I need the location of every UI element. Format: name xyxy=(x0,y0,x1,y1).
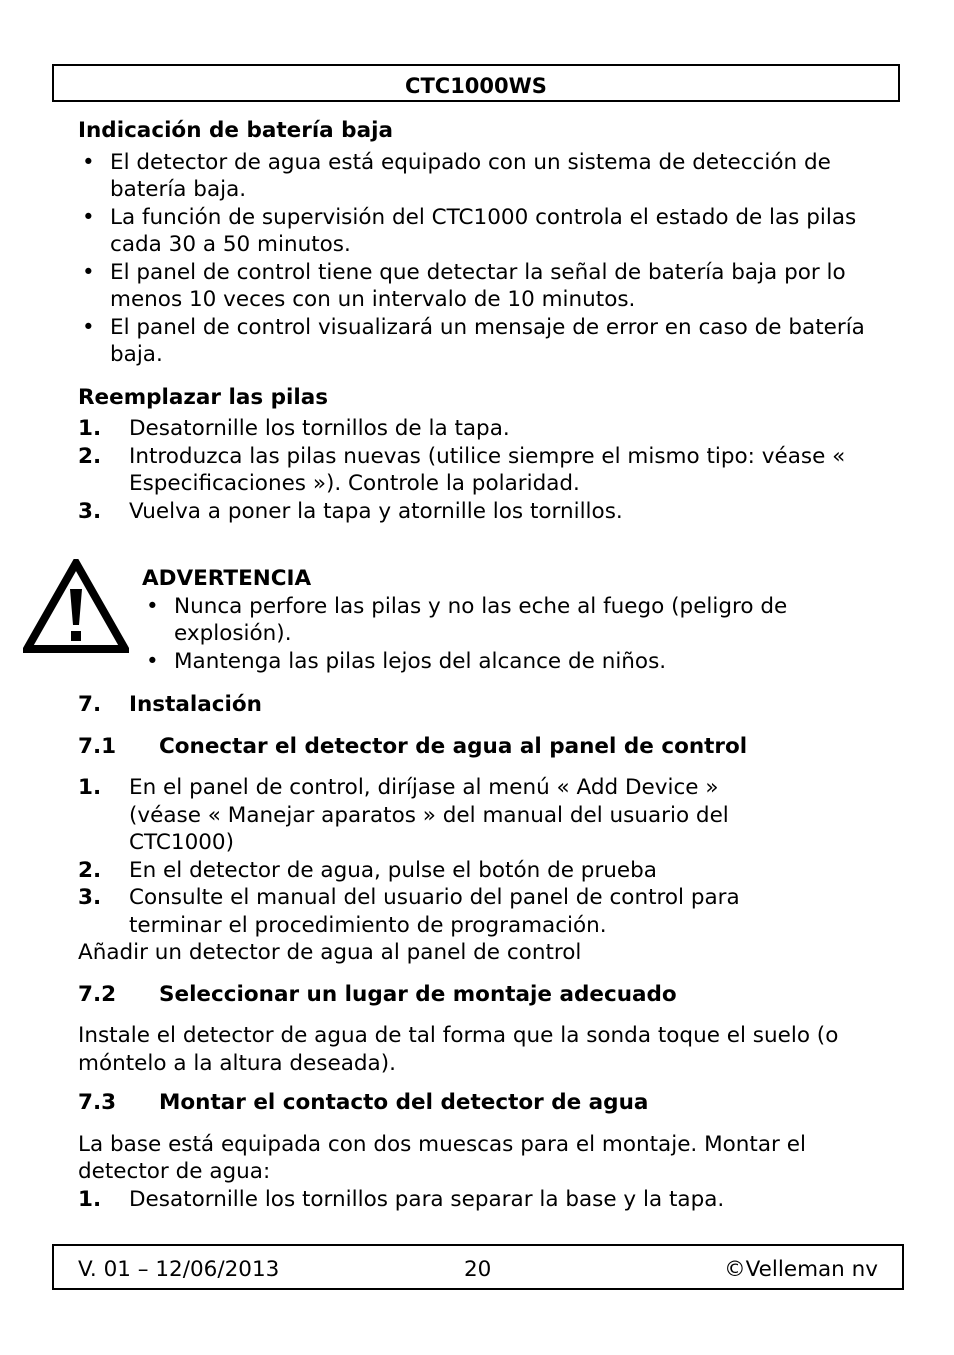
list-item: • La función de supervisión del CTC1000 controla el estado de las pilas cada 30 a 50 minutos. xyxy=(78,204,898,259)
list-item: 1. Desatornille los tornillos de la tapa. xyxy=(78,416,510,441)
replace-heading: Reemplazar las pilas xyxy=(78,384,329,410)
list-item: 1. Desatornille los tornillos para separar la base y la tapa. xyxy=(78,1186,725,1212)
section-7-2-heading: 7.2 Seleccionar un lugar de montaje adecuado xyxy=(78,981,677,1007)
battery-list xyxy=(78,149,898,369)
section-7-3-steps xyxy=(78,1186,898,1214)
list-item: • El detector de agua está equipado con un sistema de detección de batería baja. xyxy=(78,149,898,204)
list-item: 3. Consulte el manual del usuario del panel de control para terminar el procedimiento de programación. xyxy=(78,885,740,938)
section-7-heading: 7. Instalación xyxy=(78,692,262,717)
page-content xyxy=(78,117,898,1213)
section-7-3-heading: 7.3 Montar el contacto del detector de agua xyxy=(78,1090,649,1115)
section-7-3-text: La base está equipada con dos muescas para el montaje. Montar el detector de agua: xyxy=(78,1131,806,1184)
list-item: 3. Vuelva a poner la tapa y atornille los tornillos. xyxy=(78,498,623,524)
list-item: • El panel de control tiene que detectar la señal de batería baja por lo menos 10 veces con un intervalo de 10 minutos. xyxy=(78,259,898,314)
list-item: • Mantenga las pilas lejos del alcance de niños. xyxy=(142,648,882,676)
list-item: • El panel de control visualizará un mensaje de error en caso de batería baja. xyxy=(78,314,898,369)
section-7-1-note: Añadir un detector de agua al panel de control xyxy=(78,940,582,965)
page-footer xyxy=(52,1244,904,1290)
warning-box xyxy=(78,553,898,679)
section-7-2-text: Instale el detector de agua de tal forma que la sonda toque el suelo (o móntelo a la altura deseada). xyxy=(78,1023,839,1076)
version-label: V. 01 – 12/06/2013 xyxy=(78,1257,280,1282)
list-item: • Nunca perfore las pilas y no las eche al fuego (peligro de explosión). xyxy=(142,593,882,648)
section-7-1-heading: 7.1 Conectar el detector de agua al panel de control xyxy=(78,733,748,759)
page-header xyxy=(52,64,900,102)
model-name: CTC1000WS xyxy=(405,74,547,98)
warning-triangle-icon xyxy=(23,559,129,653)
copyright-label: ©Velleman nv xyxy=(724,1257,878,1282)
battery-heading: Indicación de batería baja xyxy=(78,118,393,143)
replace-steps xyxy=(78,415,898,525)
list-item: 1. En el panel de control, diríjase al menú « Add Device » (véase « Manejar aparatos » del manual del usuario del CTC1000) xyxy=(78,775,729,855)
warning-content xyxy=(142,565,882,675)
list-item: 2. Introduzca las pilas nuevas (utilice siempre el mismo tipo: véase « Especificaciones »). Controle la polaridad. xyxy=(78,443,846,496)
page-number: 20 xyxy=(464,1257,492,1282)
section-7-1-steps xyxy=(78,774,898,939)
list-item: 2. En el detector de agua, pulse el botón de prueba xyxy=(78,857,657,883)
warning-list xyxy=(142,593,882,676)
warning-title: ADVERTENCIA xyxy=(142,566,312,591)
